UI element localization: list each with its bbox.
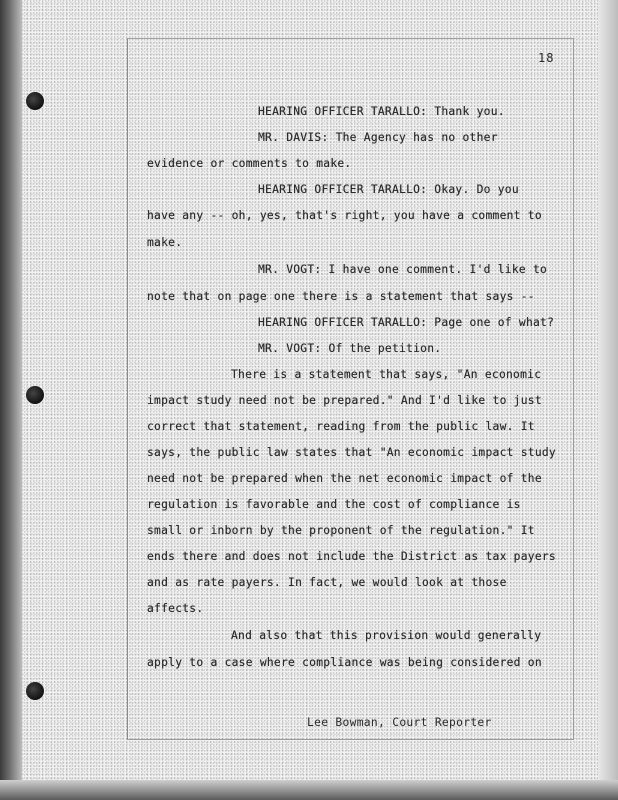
transcript-line: MR. DAVIS: The Agency has no other — [258, 131, 498, 144]
transcript-line: says, the public law states that "An economic impact study — [147, 446, 556, 459]
transcript-line: And also that this provision would generally — [231, 629, 542, 642]
transcript-line: apply to a case where compliance was being considered on — [147, 656, 542, 669]
punch-hole-top — [26, 92, 44, 110]
transcript-line: evidence or comments to make. — [147, 157, 352, 170]
transcript-line: need not be prepared when the net economic impact of the — [147, 472, 542, 485]
transcript-line: and as rate payers. In fact, we would look at those — [147, 576, 507, 589]
transcript-line: regulation is favorable and the cost of compliance is — [147, 498, 521, 511]
scan-right-edge — [598, 0, 618, 800]
transcript-line: make. — [147, 236, 183, 249]
transcript-line: ends there and does not include the District as tax payers — [147, 550, 556, 563]
transcript-line: HEARING OFFICER TARALLO: Okay. Do you — [258, 183, 519, 196]
transcript-line: HEARING OFFICER TARALLO: Thank you. — [258, 105, 505, 118]
transcript-line: note that on page one there is a statement that says -- — [147, 290, 535, 303]
scan-left-edge — [0, 0, 22, 800]
transcript-line: impact study need not be prepared." And I'd like to just — [147, 394, 542, 407]
transcript-line: MR. VOGT: I have one comment. I'd like to — [258, 263, 548, 276]
court-reporter-footer: Lee Bowman, Court Reporter — [307, 716, 492, 729]
transcript-line: have any -- oh, yes, that's right, you have a comment to — [147, 209, 542, 222]
transcript-line: affects. — [147, 602, 204, 615]
page-number: 18 — [538, 51, 555, 65]
transcript-line: HEARING OFFICER TARALLO: Page one of what? — [258, 316, 555, 329]
transcript-line: There is a statement that says, "An economic — [231, 368, 542, 381]
punch-hole-middle — [26, 386, 44, 404]
punch-hole-bottom — [26, 682, 44, 700]
transcript-line: MR. VOGT: Of the petition. — [258, 342, 442, 355]
scan-bottom-edge — [0, 780, 618, 800]
transcript-line: small or inborn by the proponent of the regulation." It — [147, 524, 535, 537]
transcript-line: correct that statement, reading from the public law. It — [147, 420, 535, 433]
